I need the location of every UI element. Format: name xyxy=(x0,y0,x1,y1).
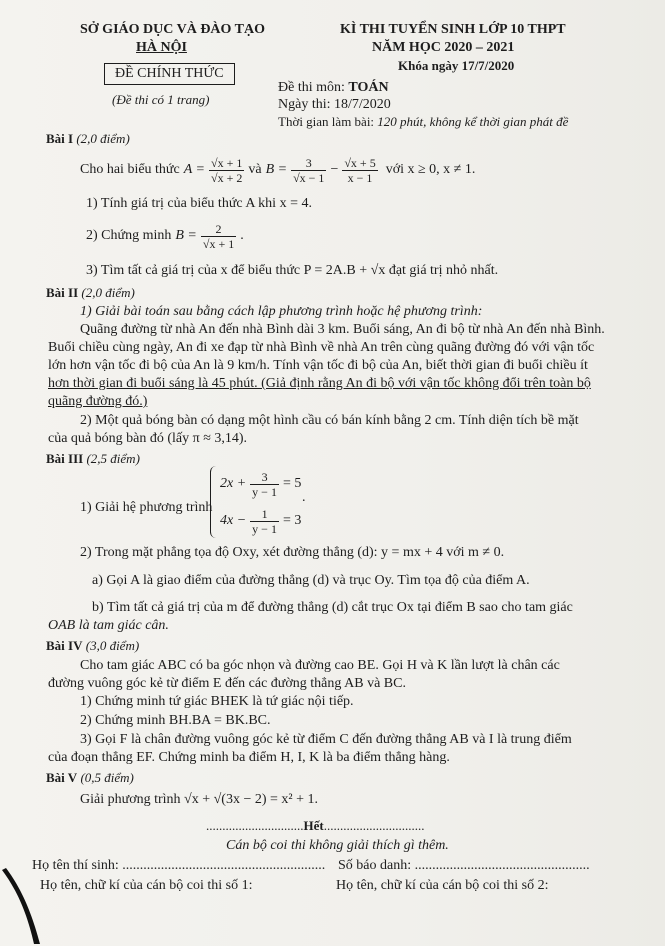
bai3-heading: Bài III (2,5 điểm) xyxy=(46,451,140,466)
exam-subject: Đề thi môn: TOÁN xyxy=(278,80,389,95)
department-name: SỞ GIÁO DỤC VÀ ĐÀO TẠO xyxy=(80,22,266,37)
bai1-q1: 1) Tính giá trị của biểu thức A khi x = 4. xyxy=(86,196,312,211)
candidate-name-line: Họ tên thí sinh: .......................................................... xyxy=(32,858,326,873)
bai3-q2a: a) Gọi A là giao điểm của đường thẳng (d) và trục Oy. Tìm tọa độ của điểm A. xyxy=(92,573,530,588)
fraction-B-result: $\frac{2}{√x + 1}$ xyxy=(202,221,235,251)
system-end: . xyxy=(302,490,306,505)
exam-session-date: Khóa ngày 17/7/2020 xyxy=(398,58,515,73)
invigilator-2-signature: Họ tên, chữ kí của cán bộ coi thi số 2: xyxy=(336,878,549,893)
invigilator-note: Cán bộ coi thi không giải thích gì thêm. xyxy=(226,838,449,853)
bai2-problem-line5: quãng đường đó.) xyxy=(48,394,148,409)
bai2-q1-intro: 1) Giải bài toán sau bằng cách lập phương trình hoặc hệ phương trình: xyxy=(80,304,483,319)
bai5-question: Giải phương trình √x + √(3x − 2) = x² + 1. xyxy=(80,792,319,807)
bai2-problem-line1: Quãng đường từ nhà An đến nhà Bình dài 3 km. Buổi sáng, An đi bộ từ nhà An đến nhà Bình. xyxy=(80,322,605,337)
bai1-q3: 3) Tìm tất cả giá trị của x để biểu thức P = 2A.B + √x đạt giá trị nhỏ nhất. xyxy=(86,263,499,278)
bai1-q2: 2) Chứng minh B = $\frac{2}{√x + 1}$ . xyxy=(86,221,244,251)
bai1-expressions: Cho hai biểu thức A = $\frac{√x + 1}{√x + 2}$ và B = $\frac{3}{√x - 1}$ − $\frac{√x + 5}{x - 1}$ với x ≥ 0, x ≠ 1. xyxy=(80,155,476,185)
bai5-heading: Bài V (0,5 điểm) xyxy=(46,770,134,785)
bai4-intro-line1: Cho tam giác ABC có ba góc nhọn và đường cao BE. Gọi H và K lần lượt là chân các xyxy=(80,658,560,673)
bai1-heading: Bài I (2,0 điểm) xyxy=(46,131,130,146)
time-allowed: Thời gian làm bài: 120 phút, không kể thời gian phát đề xyxy=(278,114,569,129)
department-city: HÀ NỘI xyxy=(136,40,187,55)
bai2-problem-line3: lớn hơn vận tốc đi bộ của An là 9 km/h. Tính vận tốc đi bộ của An, biết thời gian đi buổi chiều ít xyxy=(48,358,588,373)
fraction-B2: $\frac{√x + 5}{x - 1}$ xyxy=(344,155,376,185)
bai2-problem-line4: hơn thời gian đi buổi sáng là 45 phút. (Giả định rằng An đi bộ với vận tốc không đổi trên toàn bộ xyxy=(48,376,591,391)
school-year: NĂM HỌC 2020 – 2021 xyxy=(372,40,515,55)
bai3-q1-label: 1) Giải hệ phương trình xyxy=(80,500,213,515)
bai2-q2-line1: 2) Một quả bóng bàn có dạng một hình cầu có bán kính bằng 2 cm. Tính diện tích bề mặt xyxy=(80,413,579,428)
bai2-q2-line2: của quả bóng bàn đó (lấy π ≈ 3,14). xyxy=(48,431,248,446)
bai4-q3-line1: 3) Gọi F là chân đường vuông góc kẻ từ điểm C đến đường thẳng AB và I là trung điểm xyxy=(80,732,572,747)
bai2-heading: Bài II (2,0 điểm) xyxy=(46,285,135,300)
test-date: Ngày thi: 18/7/2020 xyxy=(278,97,391,112)
bai3-q2: 2) Trong mặt phẳng tọa độ Oxy, xét đường thẳng (d): y = mx + 4 với m ≠ 0. xyxy=(80,545,505,560)
fraction-A: $\frac{√x + 1}{√x + 2}$ xyxy=(211,155,243,185)
bai4-heading: Bài IV (3,0 điểm) xyxy=(46,638,140,653)
system-equation-2: 4x − $\frac{1}{y - 1}$ = 3 xyxy=(220,506,302,536)
end-marker: ..............................Hết............................... xyxy=(206,818,425,833)
pages-note: (Đề thi có 1 trang) xyxy=(112,92,210,107)
pen-stroke-mark xyxy=(0,866,60,946)
system-equation-1: 2x + $\frac{3}{y - 1}$ = 5 xyxy=(220,469,302,499)
candidate-number-line: Số báo danh: .................................................. xyxy=(338,858,590,873)
official-exam-box: ĐỀ CHÍNH THỨC xyxy=(104,63,235,85)
bai3-q2b-line1: b) Tìm tất cả giá trị của m để đường thẳng (d) cắt trục Ox tại điểm B sao cho tam giác xyxy=(92,600,573,615)
invigilator-1-signature: Họ tên, chữ kí của cán bộ coi thi số 1: xyxy=(40,878,253,893)
fraction-B1: $\frac{3}{√x - 1}$ xyxy=(293,155,325,185)
bai4-q3-line2: của đoạn thẳng EF. Chứng minh ba điểm H, I, K là ba điểm thẳng hàng. xyxy=(48,750,450,765)
bai3-q2b-line2: OAB là tam giác cân. xyxy=(48,618,169,633)
bai4-intro-line2: đường vuông góc kẻ từ điểm E đến các đường thẳng AB và BC. xyxy=(48,676,406,691)
exam-title: KÌ THI TUYỂN SINH LỚP 10 THPT xyxy=(340,22,566,37)
system-brace xyxy=(210,466,217,538)
bai4-q1: 1) Chứng minh tứ giác BHEK là tứ giác nội tiếp. xyxy=(80,694,354,709)
bai2-problem-line2: Buổi chiều cùng ngày, An đi xe đạp từ nhà Bình về nhà An trên cùng quãng đường đó với vận tốc xyxy=(48,340,595,355)
bai4-q2: 2) Chứng minh BH.BA = BK.BC. xyxy=(80,713,271,728)
